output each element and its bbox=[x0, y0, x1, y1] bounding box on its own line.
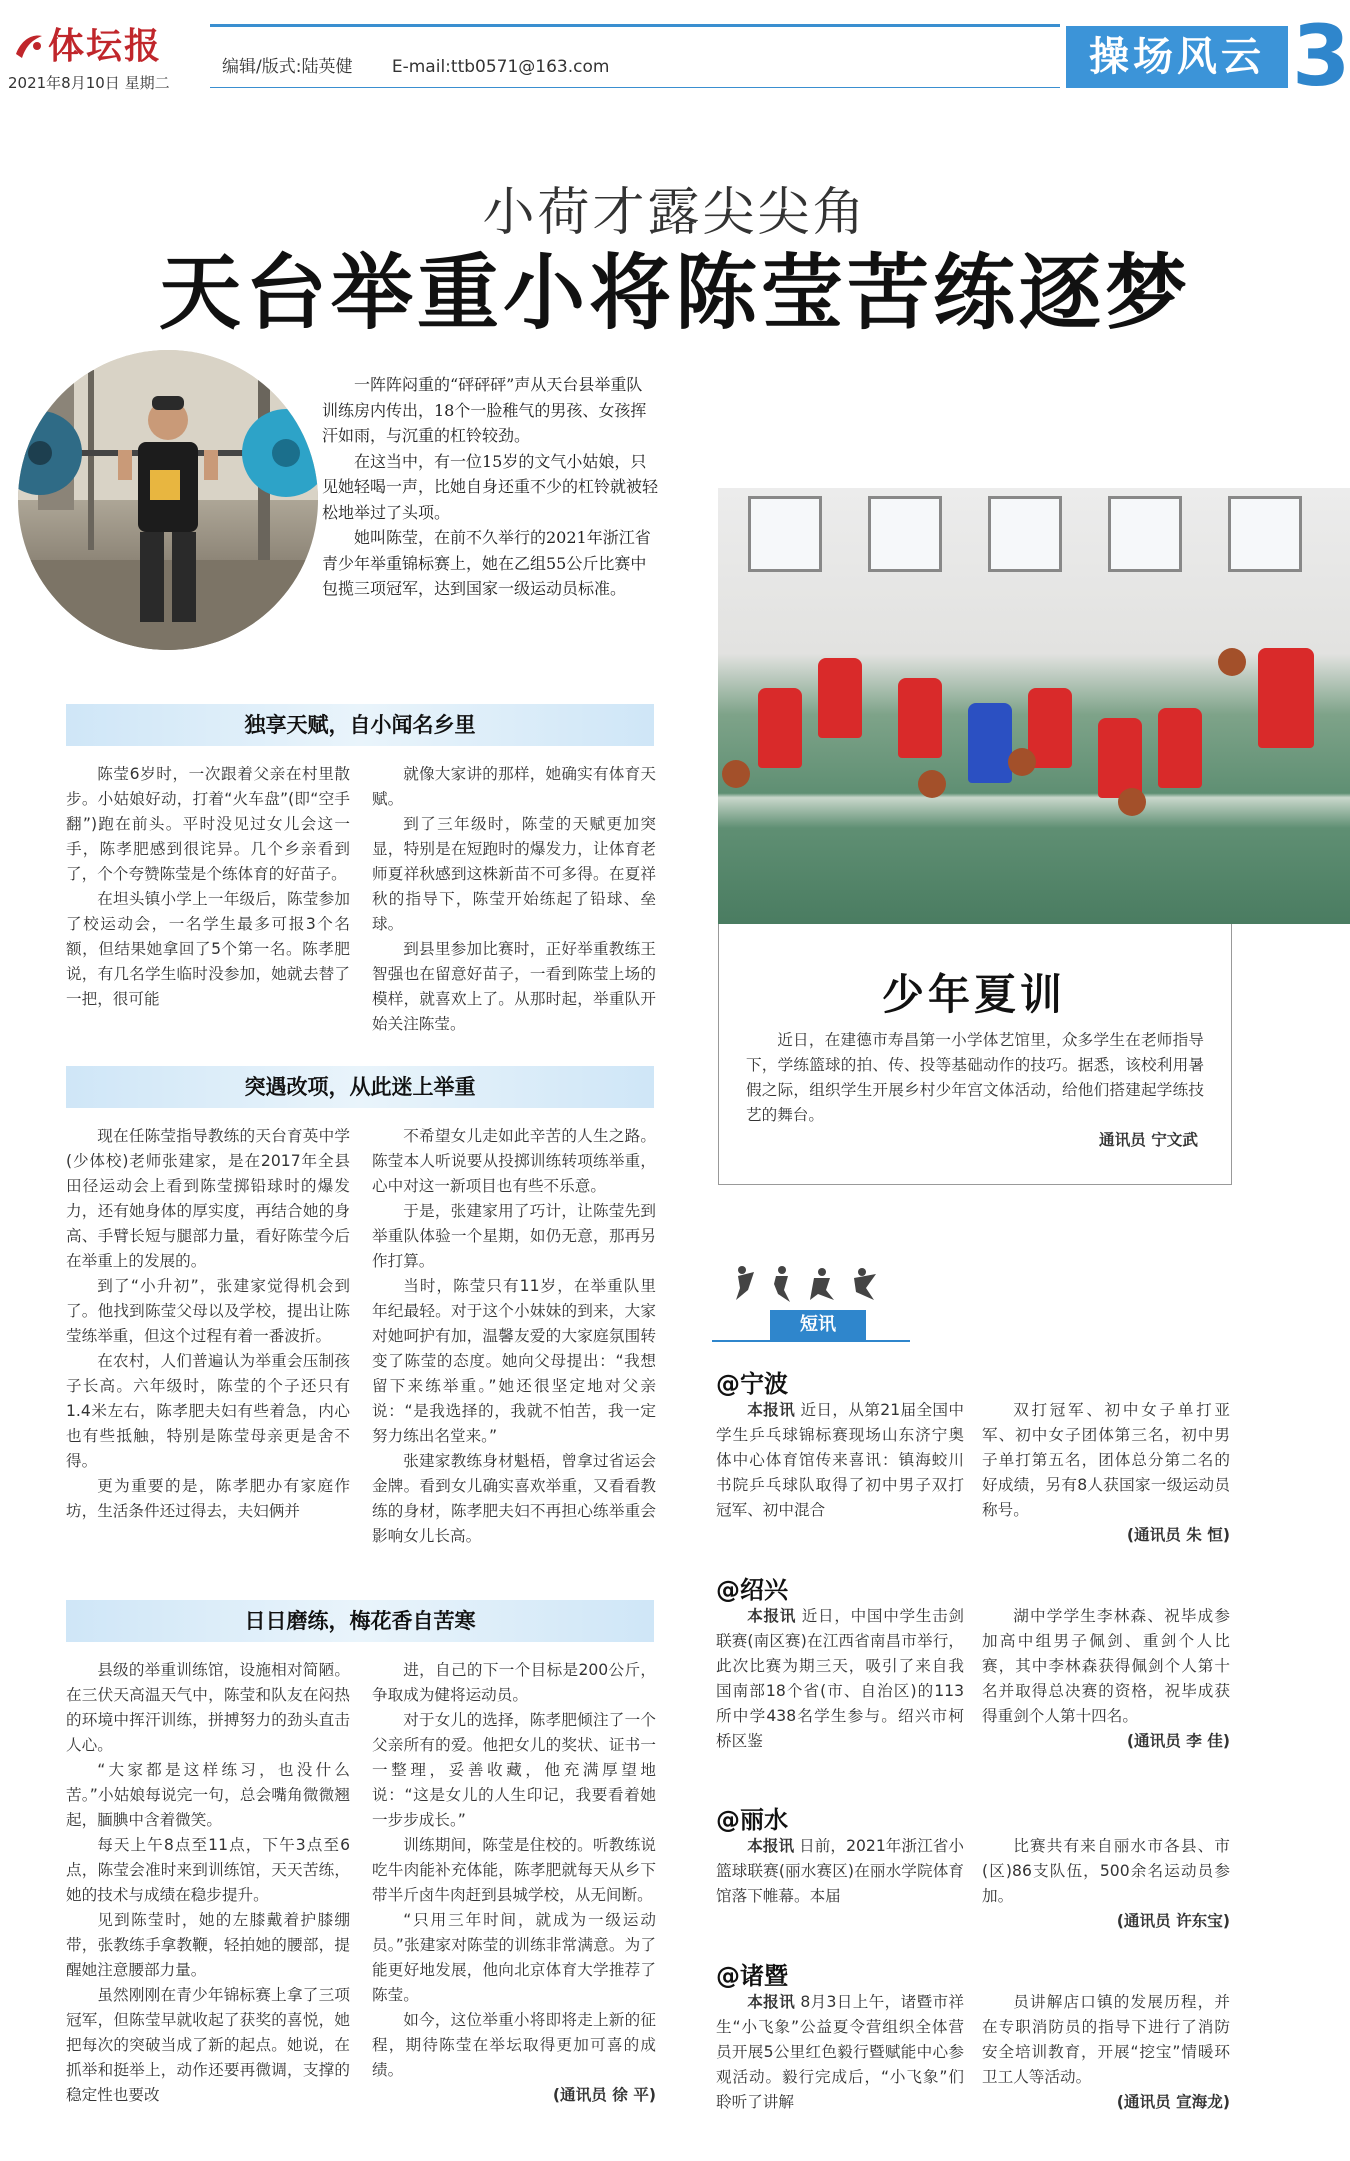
paragraph: 每天上午8点至11点，下午3点至6点，陈莹会准时来到训练馆，天天苦练，她的技术与成绩在稳步提升。 bbox=[66, 1836, 350, 1904]
section-heading: 独享天赋，自小闻名乡里 bbox=[66, 704, 654, 746]
column-left bbox=[66, 1124, 350, 1549]
column-right bbox=[982, 1398, 1230, 1548]
article-subtitle: 小荷才露尖尖角 bbox=[482, 183, 868, 243]
player-figure bbox=[758, 688, 802, 768]
page-number: 3 bbox=[1292, 7, 1350, 105]
newspaper-logo bbox=[14, 18, 162, 69]
lead-paragraph: 在这当中，有一位15岁的文气小姑娘，只见她轻喝一声，比她自身还重不少的杠铃就被轻松地举过了头项。 bbox=[322, 451, 659, 522]
byline: (通讯员 徐 平) bbox=[552, 2086, 656, 2104]
paragraph: 不希望女儿走如此辛苦的人生之路。陈莹本人听说要从投掷训练转项练举重，心中对这一新项目也有些不乐意。 bbox=[372, 1127, 656, 1195]
paragraph: 当时，陈莹只有11岁，在举重队里年纪最轻。对于这个小妹妹的到来，大家对她呵护有加，温馨友爱的大家庭氛围转变了陈莹的态度。她向父母提出：“我想留下来练举重。”她还很坚定地对父亲说：“是我选择的，我就不怕苦，我一定努力练出名堂来。” bbox=[372, 1277, 656, 1445]
short-news-rule bbox=[712, 1340, 910, 1342]
news-item bbox=[716, 1990, 1230, 2115]
paragraph: “只用三年时间，就成为一级运动员。”张建家对陈莹的训练非常满意。为了能更好地发展，他向北京体育大学推荐了陈莹。 bbox=[372, 1911, 656, 2004]
weightlifter-photo bbox=[18, 350, 318, 650]
article-title: 天台举重小将陈莹苦练逐梦 bbox=[158, 246, 1191, 341]
paragraph: 陈莹6岁时，一次跟着父亲在村里散步。小姑娘好动，打着“火车盘”(即“空手翻”)跑在前头。平时没见过女儿会这一手，陈孝肥感到很诧异。几个乡亲看到了，个个夸赞陈莹是个练体育的好苗子。 bbox=[66, 765, 350, 883]
paragraph: 到了三年级时，陈莹的天赋更加突显，特别是在短跑时的爆发力，让体育老师夏祥秋感到这株新苗不可多得。在夏祥秋的指导下，陈莹开始练起了铅球、垒球。 bbox=[372, 815, 656, 933]
column-right bbox=[982, 1834, 1230, 1934]
article-columns bbox=[66, 762, 656, 1037]
column-left bbox=[716, 1834, 964, 1934]
news-text: 日前，2021年浙江省小篮球联赛(丽水赛区)在丽水学院体育馆落下帷幕。本届 bbox=[716, 1837, 964, 1905]
news-city: @丽水 bbox=[716, 1806, 788, 1834]
section-title: 操场风云 bbox=[1066, 26, 1288, 88]
byline: (通讯员 宣海龙) bbox=[1116, 2093, 1230, 2111]
paragraph: 员讲解店口镇的发展历程，并在专职消防员的指导下进行了消防安全培训教育，开展“挖宝”情暖环卫工人等活动。 bbox=[982, 1993, 1230, 2086]
paragraph: 见到陈莹时，她的左膝戴着护膝绷带，张教练手拿教鞭，轻拍她的腰部，提醒她注意腰部力量。 bbox=[66, 1911, 350, 1979]
column-left bbox=[66, 1658, 350, 2108]
byline: (通讯员 李 佳) bbox=[1126, 1732, 1230, 1750]
window bbox=[748, 496, 822, 572]
paragraph: 进，自己的下一个目标是200公斤，争取成为健将运动员。 bbox=[372, 1661, 656, 1704]
window bbox=[988, 496, 1062, 572]
column-right bbox=[982, 1604, 1230, 1754]
news-city: @绍兴 bbox=[716, 1576, 788, 1604]
news-item bbox=[716, 1604, 1230, 1754]
article-columns bbox=[66, 1658, 656, 2108]
byline: (通讯员 朱 恒) bbox=[1126, 1526, 1230, 1544]
news-text: 近日，从第21届全国中学生乒乓球锦标赛现场山东济宁奥体中心体育馆传来喜讯：镇海蛟川书院乒乓球队取得了初中男子双打冠军、初中混合 bbox=[716, 1401, 964, 1519]
paragraph: “大家都是这样练习，也没什么苦。”小姑娘每说完一句，总会嘴角微微翘起，腼腆中含着微笑。 bbox=[66, 1761, 350, 1829]
paragraph: 到县里参加比赛时，正好举重教练王智强也在留意好苗子，一看到陈莹上场的模样，就喜欢上了。从那时起，举重队开始关注陈莹。 bbox=[372, 940, 656, 1033]
basketball bbox=[722, 760, 750, 788]
paragraph: 在农村，人们普遍认为举重会压制孩子长高。六年级时，陈莹的个子还只有1.4米左右，陈孝肥夫妇有些着急，内心也有些抵触，特别是陈莹母亲更是舍不得。 bbox=[66, 1352, 350, 1470]
column-left bbox=[716, 1990, 964, 2115]
news-item bbox=[716, 1398, 1230, 1548]
basketball bbox=[1008, 748, 1036, 776]
paragraph: 现在任陈莹指导教练的天台育英中学(少体校)老师张建家，是在2017年全县田径运动会上看到陈莹掷铅球时的爆发力，还有她身体的厚实度，再结合她的身高、手臂长短与腿部力量，看好陈莹今后在举重上的发展的。 bbox=[66, 1127, 350, 1270]
player-figure bbox=[968, 703, 1012, 783]
news-label: 本报讯 bbox=[747, 1401, 796, 1419]
photo-credit: 通讯员 宁文武 bbox=[1099, 1131, 1198, 1149]
basketball bbox=[1118, 788, 1146, 816]
column-left bbox=[716, 1604, 964, 1754]
news-text: 8月3日上午，诸暨市祥生“小飞象”公益夏令营组织全体营员开展5公里红色毅行暨赋能中心参观活动。毅行完成后，“小飞象”们聆听了讲解 bbox=[716, 1993, 964, 2111]
news-label: 本报讯 bbox=[747, 1607, 797, 1625]
paragraph: 双打冠军、初中女子单打亚军、初中女子团体第三名，初中男子单打第五名，团体总分第二名的好成绩，另有8人获国家一级运动员称号。 bbox=[982, 1401, 1230, 1519]
news-city: @宁波 bbox=[716, 1370, 788, 1398]
column-right bbox=[372, 1124, 656, 1549]
editor-credit: 编辑/版式:陆英健 bbox=[222, 57, 353, 77]
player-figure bbox=[898, 678, 942, 758]
paragraph: 在坦头镇小学上一年级后，陈莹参加了校运动会，一名学生最多可报3个名额，但结果她拿回了5个第一名。陈孝肥说，有几名学生临时没参加，她就去替了一把，很可能 bbox=[66, 890, 350, 1008]
photo-title: 少年夏训 bbox=[881, 970, 1066, 1019]
logo-swoosh-icon bbox=[14, 32, 44, 62]
window bbox=[1108, 496, 1182, 572]
news-item bbox=[716, 1834, 1230, 1934]
paragraph: 比赛共有来自丽水市各县、市(区)86支队伍，500余名运动员参加。 bbox=[982, 1837, 1230, 1905]
basketball bbox=[1218, 648, 1246, 676]
paragraph bbox=[716, 1990, 964, 2115]
column-right bbox=[372, 762, 656, 1037]
header-info bbox=[222, 52, 643, 77]
article-columns bbox=[66, 1124, 656, 1549]
basketball bbox=[918, 770, 946, 798]
column-right bbox=[982, 1990, 1230, 2115]
paper-name: 体坛报 bbox=[48, 25, 163, 67]
paragraph: 更为重要的是，陈孝肥办有家庭作坊，生活条件还过得去，夫妇俩并 bbox=[66, 1477, 350, 1520]
athletes-icon bbox=[730, 1264, 890, 1304]
photo-caption bbox=[746, 1028, 1204, 1128]
paragraph: 于是，张建家用了巧计，让陈莹先到举重队体验一个星期，如仍无意，那再另作打算。 bbox=[372, 1202, 656, 1270]
short-news-badge: 短讯 bbox=[770, 1310, 866, 1340]
paragraph: 就像大家讲的那样，她确实有体育天赋。 bbox=[372, 765, 656, 808]
section-heading: 日日磨练，梅花香自苦寒 bbox=[66, 1600, 654, 1642]
paragraph: 到了“小升初”，张建家觉得机会到了。他找到陈莹父母以及学校，提出让陈莹练举重，但这个过程有着一番波折。 bbox=[66, 1277, 350, 1345]
caption-paragraph: 近日，在建德市寿昌第一小学体艺馆里，众多学生在老师指导下，学练篮球的拍、传、投等基础动作的技巧。据悉，该校利用暑假之际，组织学生开展乡村少年宫文体活动，给他们搭建起学练技艺的舞台。 bbox=[746, 1031, 1204, 1124]
paragraph: 对于女儿的选择，陈孝肥倾注了一个父亲所有的爱。他把女儿的奖状、证书一一整理，妥善收藏，他充满厚望地说：“这是女儿的人生印记，我要看着她一步步成长。” bbox=[372, 1711, 656, 1829]
paragraph: 虽然刚刚在青少年锦标赛上拿了三项冠军，但陈莹早就收起了获奖的喜悦，她把每次的突破当成了新的起点。她说，在抓举和挺举上，动作还要再微调，支撑的稳定性也要改 bbox=[66, 1986, 350, 2104]
byline: (通讯员 许东宝) bbox=[1116, 1912, 1230, 1930]
paragraph bbox=[716, 1604, 964, 1754]
window bbox=[1228, 496, 1302, 572]
player-figure bbox=[1258, 648, 1314, 748]
section-heading: 突遇改项，从此迷上举重 bbox=[66, 1066, 654, 1108]
lead-paragraph: 她叫陈莹，在前不久举行的2021年浙江省青少年举重锦标赛上，她在乙组55公斤比赛中包揽三项冠军，达到国家一级运动员标准。 bbox=[322, 528, 651, 598]
column-right bbox=[372, 1658, 656, 2108]
article-lead bbox=[322, 372, 658, 602]
basketball-training-photo bbox=[718, 488, 1350, 924]
paragraph: 张建家教练身材魁梧，曾拿过省运会金牌。看到女儿确实喜欢举重，又看看教练的身材，陈孝肥夫妇不再担心练举重会影响女儿长高。 bbox=[372, 1452, 656, 1545]
paragraph: 训练期间，陈莹是住校的。听教练说吃牛肉能补充体能，陈孝肥就每天从乡下带半斤卤牛肉赶到县城学校，从无间断。 bbox=[372, 1836, 656, 1904]
lead-paragraph: 一阵阵闷重的“砰砰砰”声从天台县举重队训练房内传出，18个一脸稚气的男孩、女孩挥汗如雨，与沉重的杠铃较劲。 bbox=[322, 375, 647, 445]
column-left bbox=[716, 1398, 964, 1548]
paragraph bbox=[716, 1834, 964, 1909]
news-city: @诸暨 bbox=[716, 1962, 788, 1990]
news-label: 本报讯 bbox=[747, 1993, 796, 2011]
paragraph bbox=[716, 1398, 964, 1523]
player-figure bbox=[1158, 708, 1202, 788]
issue-date: 2021年8月10日 星期二 bbox=[8, 74, 170, 92]
player-figure bbox=[818, 658, 862, 738]
news-text: 近日，中国中学生击剑联赛(南区赛)在江西省南昌市举行，此次比赛为期三天，吸引了来自我国南部18个省(市、自治区)的113所中学438名学生参与。绍兴市柯桥区鉴 bbox=[716, 1607, 964, 1750]
player-figure bbox=[1098, 718, 1142, 798]
paragraph: 县级的举重训练馆，设施相对简陋。在三伏天高温天气中，陈莹和队友在闷热的环境中挥汗训练，拼搏努力的劲头直击人心。 bbox=[66, 1661, 350, 1754]
window bbox=[868, 496, 942, 572]
editor-email: E-mail:ttb0571@163.com bbox=[391, 57, 610, 77]
news-label: 本报讯 bbox=[747, 1837, 795, 1855]
paragraph: 如今，这位举重小将即将走上新的征程，期待陈莹在举坛取得更加可喜的成绩。 bbox=[372, 2011, 656, 2079]
paragraph: 湖中学学生李林森、祝毕成参加高中组男子佩剑、重剑个人比赛，其中李林森获得佩剑个人第十名并取得总决赛的资格，祝毕成获得重剑个人第十四名。 bbox=[982, 1607, 1230, 1725]
column-left bbox=[66, 762, 350, 1037]
